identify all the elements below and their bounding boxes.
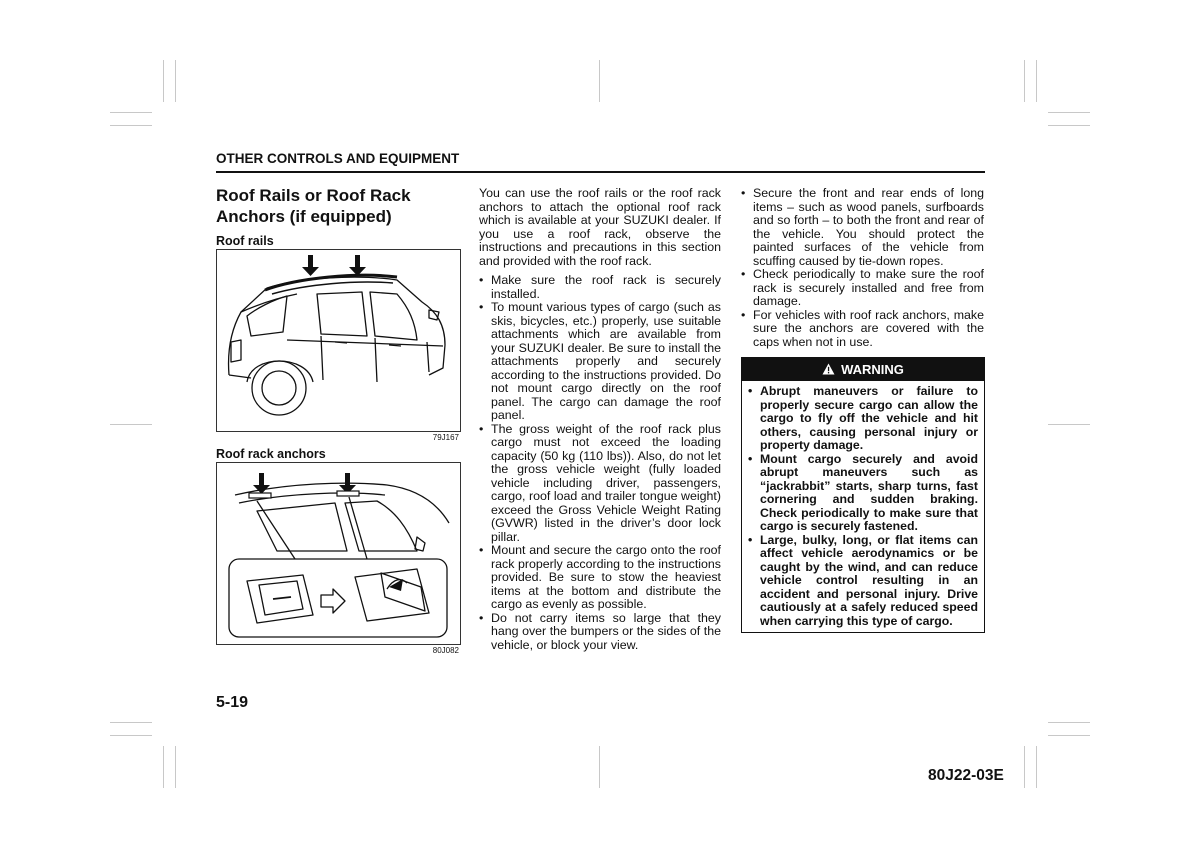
crop-mark (110, 424, 152, 425)
crop-mark (1048, 424, 1090, 425)
crop-mark (1048, 125, 1090, 126)
crop-mark (110, 722, 152, 723)
list-item: • The gross weight of the roof rack plus cargo must not exceed the loading capacity (50 kg (110 lbs)). Also, do not let the gross vehicle weight (fully loaded vehicle including driver, passengers, cargo, roof load and trailer tongue weight) exceed the Gross Vehicle Weight Rating (GVWR) listed in the driver’s door lock pillar. (479, 423, 721, 545)
right-column (741, 187, 984, 349)
crop-mark (163, 60, 164, 102)
crop-mark (1024, 60, 1025, 102)
crop-mark (1036, 60, 1037, 102)
warning-header (742, 358, 984, 381)
crop-mark (175, 60, 176, 102)
middle-column (479, 187, 721, 652)
warning-title: WARNING (841, 362, 904, 377)
figure-roof-rails (216, 249, 461, 432)
crop-mark (110, 735, 152, 736)
crop-mark (1048, 735, 1090, 736)
figure-label-roof-rack-anchors: Roof rack anchors (216, 447, 326, 461)
figure-roof-rack-anchors (216, 462, 461, 645)
crop-mark (1036, 746, 1037, 788)
crop-mark (1048, 112, 1090, 113)
precaution-list (479, 274, 721, 652)
header-rule (216, 171, 985, 173)
figure-code-rails: 79J167 (432, 433, 459, 442)
section-title: Roof Rails or Roof Rack Anchors (if equipped) (216, 186, 411, 226)
crop-mark (110, 125, 152, 126)
list-item: • Secure the front and rear ends of long items – such as wood panels, surfboards and so forth – to both the front and rear of the vehicle. You should protect the painted surfaces of the vehicle from scuffing caused by tie-down ropes. (741, 187, 984, 268)
warning-list (748, 385, 978, 628)
document-code: 80J22-03E (928, 767, 1004, 784)
figure-code-anchors: 80J082 (432, 646, 459, 655)
crop-mark (599, 60, 600, 102)
warning-box (741, 357, 985, 633)
list-item: • For vehicles with roof rack anchors, make sure the anchors are covered with the caps when not in use. (741, 309, 984, 350)
page-header: OTHER CONTROLS AND EQUIPMENT (216, 151, 460, 166)
car-roof-rails-illustration (217, 250, 460, 431)
crop-mark (599, 746, 600, 788)
list-item: • Do not carry items so large that they hang over the bumpers or the sides of the vehicle, or block your view. (479, 612, 721, 653)
list-item: • Mount and secure the cargo onto the roof rack properly according to the instructions provided. Be sure to stow the heaviest items at the bottom and distribute the cargo as evenly as possible. (479, 544, 721, 612)
intro-paragraph: You can use the roof rails or the roof rack anchors to attach the optional roof rack which is available at your SUZUKI dealer. If you use a roof rack, observe the instructions and precautions in this section and provided with the roof rack. (479, 186, 721, 268)
list-item: • Large, bulky, long, or flat items can affect vehicle aerodynamics or be caught by the wind, and can reduce vehicle control resulting in an accident and personal injury. Drive cautiously at a safely reduced speed when carrying this type of cargo. (748, 534, 978, 629)
crop-mark (175, 746, 176, 788)
crop-mark (163, 746, 164, 788)
list-item: • Abrupt maneuvers or failure to properly secure cargo can allow the cargo to fly off the vehicle and hit others, causing personal injury or property damage. (748, 385, 978, 453)
roof-anchor-illustration (217, 463, 460, 644)
warning-body (742, 381, 984, 628)
list-item: • Mount cargo securely and avoid abrupt maneuvers such as “jackrabbit” starts, sharp turns, fast cornering and sudden braking. Check periodically to make sure that cargo is securely fastened. (748, 453, 978, 534)
page-number: 5-19 (216, 694, 249, 711)
crop-mark (1048, 722, 1090, 723)
list-item: • Check periodically to make sure the roof rack is securely installed and free from damage. (741, 268, 984, 309)
list-item: • Make sure the roof rack is securely installed. (479, 274, 721, 301)
warning-triangle-icon (822, 359, 835, 382)
crop-mark (1024, 746, 1025, 788)
list-item: • To mount various types of cargo (such as skis, bicycles, etc.) properly, use suitable attachments which are available from your SUZUKI dealer. Be sure to install the attachments properly and securely according to the instructions provided. Do not mount cargo directly on the roof panel. The cargo can damage the roof panel. (479, 301, 721, 423)
cargo-list (741, 187, 984, 349)
crop-mark (110, 112, 152, 113)
figure-label-roof-rails: Roof rails (216, 234, 274, 248)
